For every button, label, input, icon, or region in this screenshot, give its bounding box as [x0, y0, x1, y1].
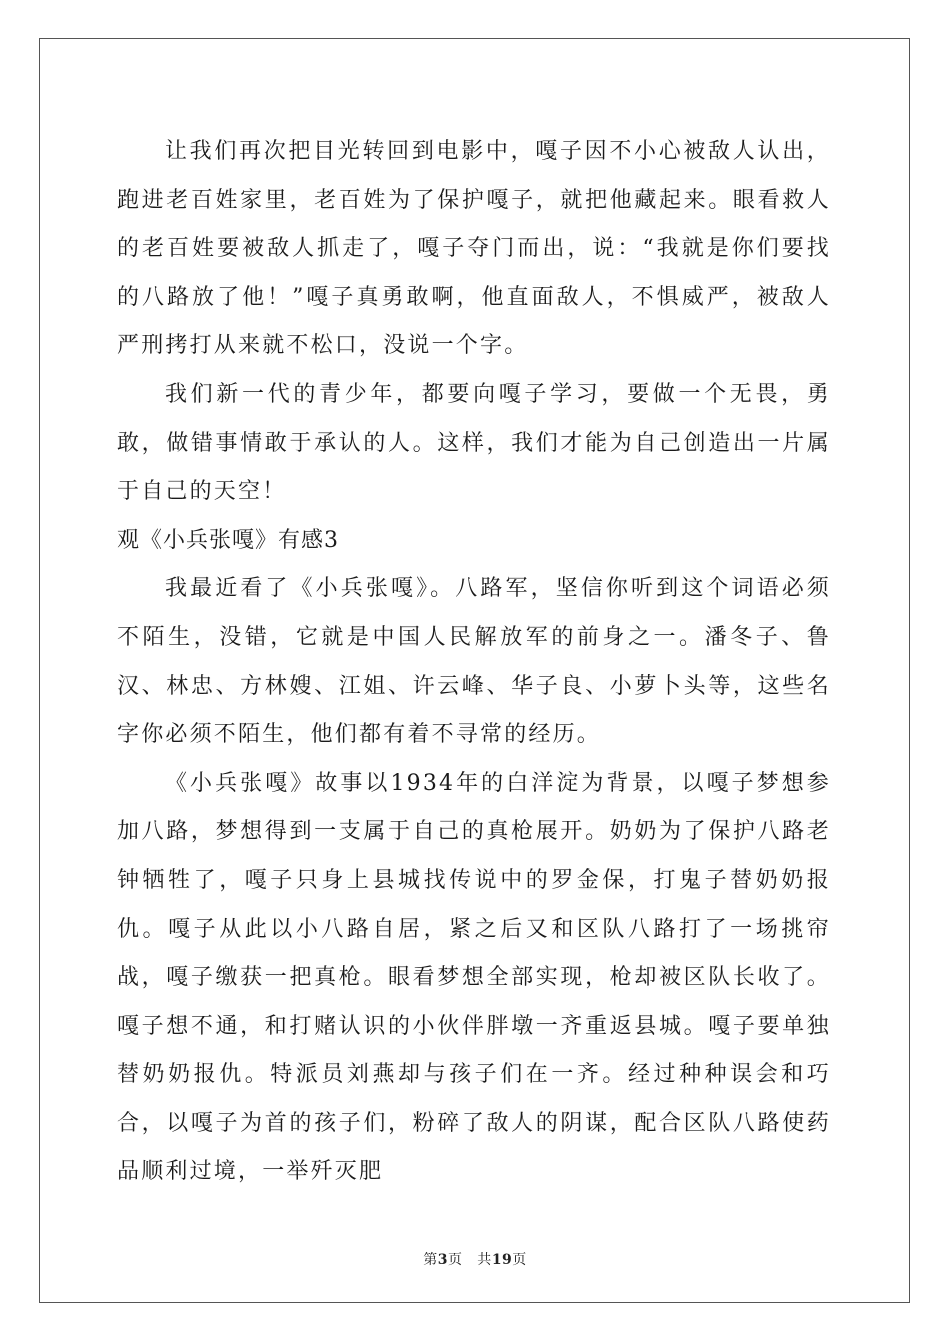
paragraph-4: 《小兵张嘎》故事以1934年的白洋淀为背景，以嘎子梦想参加八路，梦想得到一支属于自己的真枪展开。奶奶为了保护八路老钟牺牲了，嘎子只身上县城找传说中的罗金保，打鬼子替奶奶报仇。嘎子从此以小八路自居，紧之后又和区队八路打了一场挑帘战，嘎子缴获一把真枪。眼看梦想全部实现，枪却被区队长收了。嘎子想不通，和打赌认识的小伙伴胖墩一齐重返县城。嘎子要单独替奶奶报仇。特派员刘燕却与孩子们在一齐。经过种种误会和巧合，以嘎子为首的孩子们，粉碎了敌人的阴谋，配合区队八路使药品顺利过境，一举歼灭肥 — [117, 770, 831, 1185]
document-body — [117, 128, 831, 1197]
footer-page-number: 3 — [437, 1252, 448, 1268]
section-heading: 观《小兵张嘎》有感3 — [117, 527, 339, 553]
paragraph-3: 我最近看了《小兵张嘎》。八路军，坚信你听到这个词语必须不陌生，没错，它就是中国人民解放军的前身之一。潘冬子、鲁汉、林忠、方林嫂、江姐、许云峰、华子良、小萝卜头等，这些名字你必须不陌生，他们都有着不寻常的经历。 — [117, 576, 831, 748]
footer-middle: 页 共 — [447, 1252, 492, 1268]
footer-total-pages: 19 — [491, 1252, 513, 1268]
footer-prefix: 第 — [423, 1252, 438, 1268]
paragraph-2: 我们新一代的青少年，都要向嘎子学习，要做一个无畏，勇敢，做错事情敢于承认的人。这样，我们才能为自己创造出一片属于自己的天空！ — [117, 381, 831, 505]
paragraph-1: 让我们再次把目光转回到电影中，嘎子因不小心被敌人认出，跑进老百姓家里，老百姓为了保护嘎子，就把他藏起来。眼看救人的老百姓要被敌人抓走了，嘎子夺门而出，说：“我就是你们要找的八路放了他！”嘎子真勇敢啊，他直面敌人，不惧威严，被敌人严刑拷打从来就不松口，没说一个字。 — [117, 139, 831, 359]
footer-suffix: 页 — [512, 1252, 527, 1268]
page-footer — [0, 1249, 950, 1269]
